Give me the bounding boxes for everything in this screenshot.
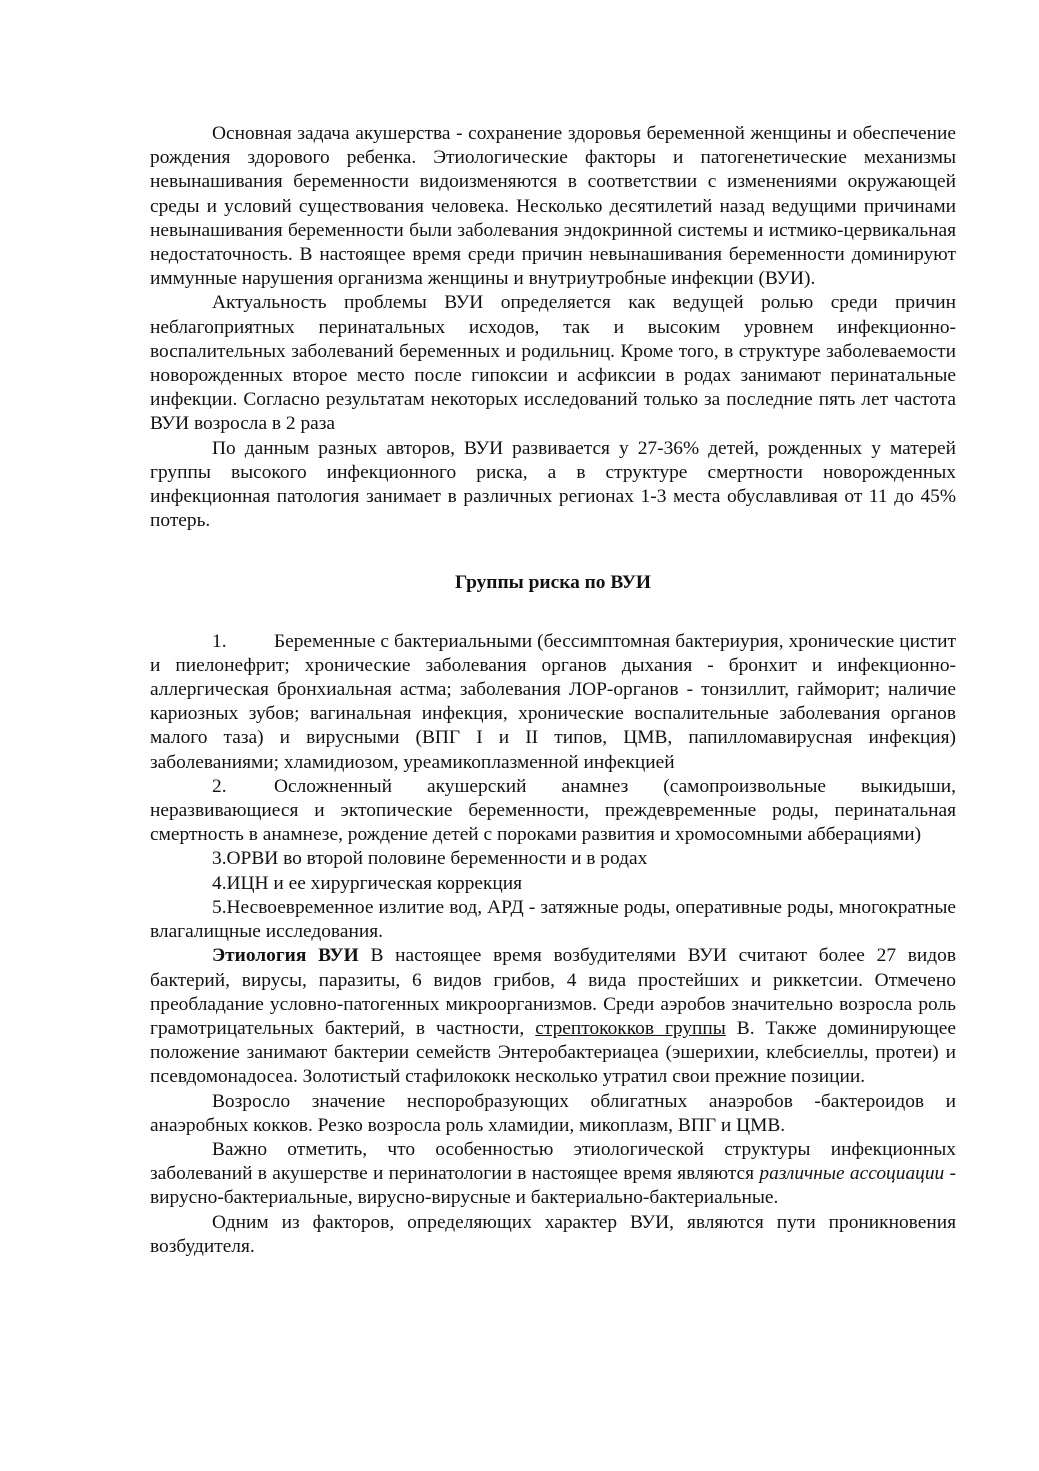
risk-group-item-1-number: 1. [212, 630, 227, 652]
risk-group-item-4: 4.ИЦН и ее хирургическая коррекция [212, 872, 523, 894]
streptococcus-link-text: стрептококков группы [535, 1017, 726, 1039]
risk-group-item-2-number: 2. [212, 775, 227, 797]
etiology-paragraph-1 [150, 944, 956, 1089]
risk-group-item-5: 5.Несвоевременное излитие вод, АРД - затяжные роды, оперативные роды, многократные влагалищные исследования. [150, 896, 956, 943]
intro-paragraph-1: Основная задача акушерства - сохранение здоровья беременной женщины и обеспечение рождения здорового ребенка. Этиологические факторы и патогенетические механизмы невынашивания беременности видоизменяются в соответствии с изменениями окружающей среды и условий существования человека. Несколько десятилетий назад ведущими причинами невынашивания беременности были заболевания эндокринной системы и истмико-цервикальная недостаточность. В настоящее время среди причин невынашивания беременности доминируют иммунные нарушения организма женщины и внутриутробные инфекции (ВУИ). [150, 123, 956, 290]
risk-group-item-2-text: Осложненный акушерский анамнез (самопроизвольные выкидыши, неразвивающиеся и эктопические беременности, преждевременные роды, перинатальная смертность в анамнезе, рождение детей с пороками развития и хромосомными абберациями) [150, 775, 956, 846]
section-heading-risk-groups: Группы риска по ВУИ [454, 572, 652, 594]
etiology-paragraph-1-part-b: В. Также доминирующее положение занимают бактерии семейств Энтеробактериацеа (эшерихии, клебсиеллы, протеи) и псевдомонадосеа. Золотистый стафилококк несколько утратил свои прежние позиции. [150, 1017, 957, 1088]
document-page [150, 122, 956, 1259]
risk-group-item-2 [150, 775, 956, 848]
etiology-paragraph-3-part-a: Важно отметить, что особенностью этиологической структуры инфекционных заболеваний в акушерстве и перинатологии в настоящее время являются [150, 1138, 956, 1185]
etiology-paragraph-2: Возросло значение неспоробразующих облигатных анаэробов -бактероидов и анаэробных кокков. Резко возросла роль хламидии, микоплазм, ВПГ и ЦМВ. [150, 1090, 956, 1136]
risk-group-item-1-text: Беременные с бактериальными (бессимптомная бактериурия, хронические цистит и пиелонефрит; хронические заболевания органов дыхания - бронхит и инфекционно-аллергическая бронхиальная астма; заболевания ЛОР-органов - тонзиллит, гайморит; наличие кариозных зубов; вагинальная инфекция, хронические воспалительные заболевания органов малого таза) и вирусными (ВПГ I и II типов, ЦМВ, папилломавирусная инфекция) заболеваниями; хламидиозом, уреамикоплазменной инфекцией [150, 630, 956, 773]
intro-paragraph-2: Актуальность проблемы ВУИ определяется как ведущей ролью среди причин неблагоприятных перинатальных исходов, так и высоким уровнем инфекционно-воспалительных заболеваний беременных и родильниц. Кроме того, в структуре заболеваемости новорожденных второе место после гипоксии и асфиксии в родах занимают перинатальные инфекции. Согласно результатам некоторых исследований только за последние пять лет частота ВУИ возросла в 2 раза [150, 292, 956, 435]
etiology-paragraph-4: Одним из факторов, определяющих характер ВУИ, являются пути проникновения возбудителя. [150, 1211, 956, 1257]
intro-paragraph-3: По данным разных авторов, ВУИ развивается у 27-36% детей, рожденных у матерей группы высокого инфекционного риска, а в структуре смертности новорожденных инфекционная патология занимает в различных регионах 1-3 места обуславливая от 11 до 45% потерь. [150, 437, 956, 532]
risk-group-item-1 [150, 630, 956, 775]
etiology-paragraph-3-emphasis: различные ассоциации [759, 1163, 945, 1185]
etiology-title: Этиология ВУИ [212, 945, 359, 967]
risk-group-item-3: 3.ОРВИ во второй половине беременности и в родах [212, 848, 648, 870]
etiology-paragraph-1-part-a: В настоящее время возбудителями ВУИ считают более 27 видов бактерий, вирусы, паразиты, 6 видов грибов, 4 вида простейших и риккетсии. Отмечено преобладание условно-патогенных микроорганизмов. Среди аэробов значительно возросла роль грамотрицательных бактерий, в частности, [150, 945, 956, 1039]
etiology-paragraph-3-part-b: - вирусно-бактериальные, вирусно-вирусные и бактериально-бактериальные. [150, 1163, 957, 1209]
etiology-paragraph-3 [150, 1138, 956, 1211]
